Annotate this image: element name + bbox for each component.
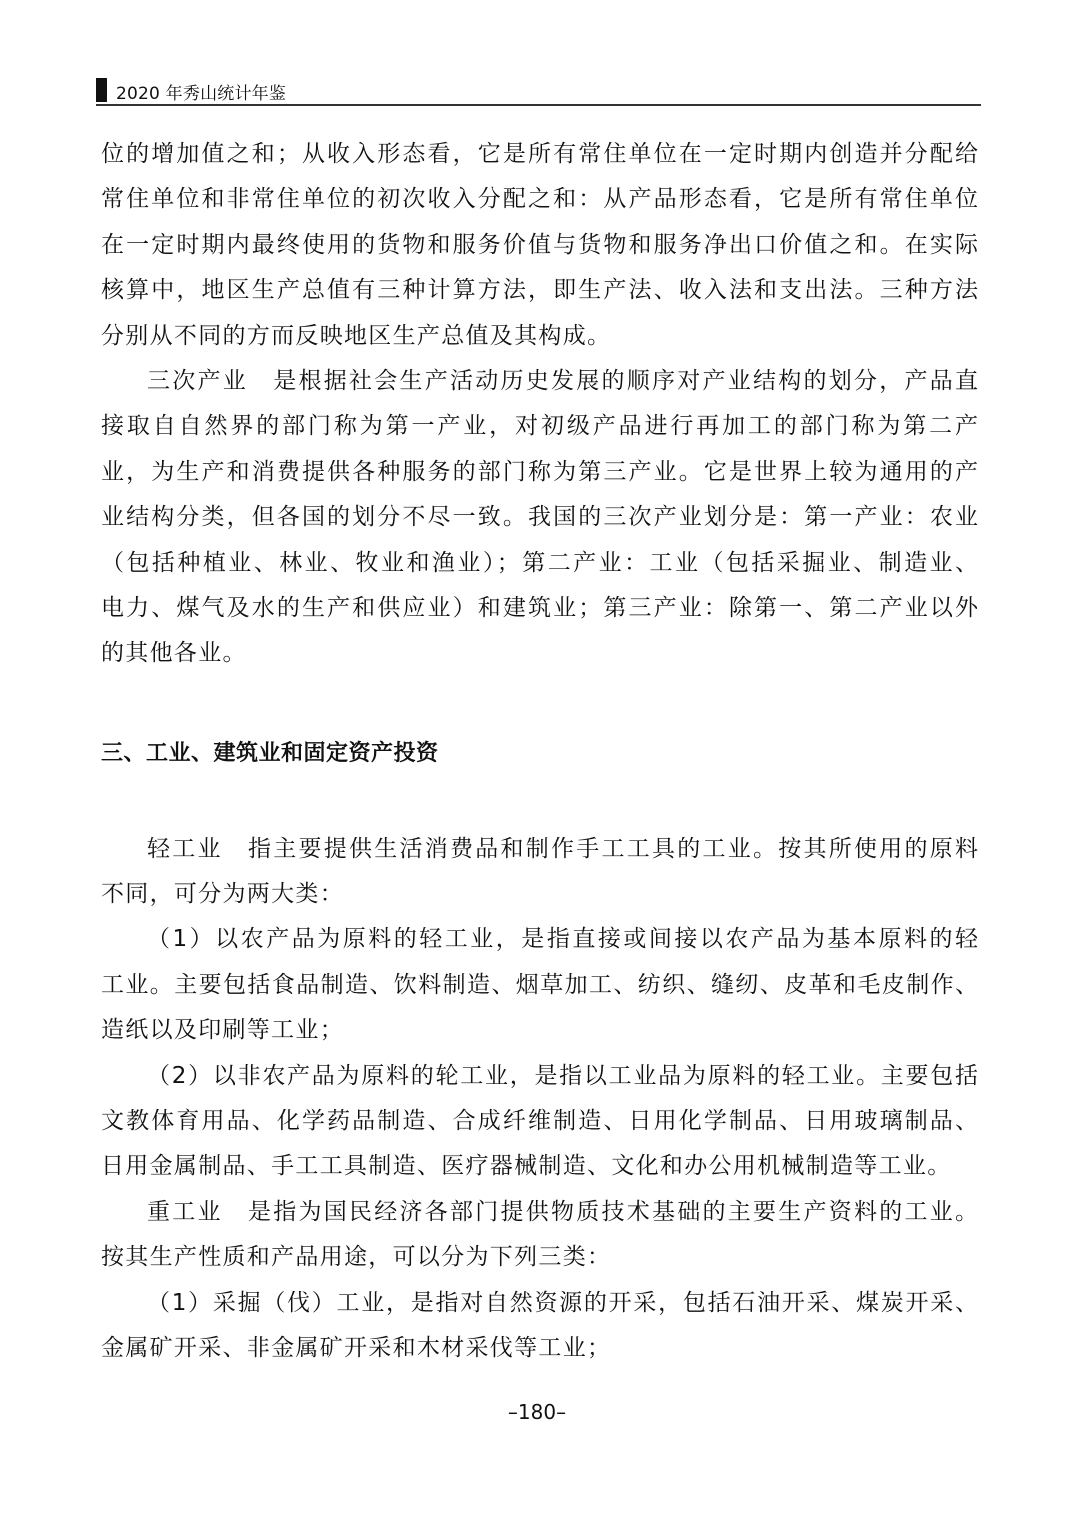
text-line: （1）采掘（伐）工业，是指对自然资源的开采，包括石油开采、煤炭开采、 xyxy=(147,1289,978,1316)
paragraphs-after xyxy=(101,827,978,1372)
text-line: 不同，可分为两大类： xyxy=(101,881,344,908)
section-heading: 三、工业、建筑业和固定资产投资 xyxy=(101,740,439,766)
text-line: 业结构分类，但各国的划分不尽一致。我国的三次产业划分是：第一产业：农业 xyxy=(101,504,978,531)
text-line: 位的增加值之和；从收入形态看，它是所有常住单位在一定时期内创造并分配给 xyxy=(101,141,978,167)
text-line: 接取自自然界的部门称为第一产业，对初级产品进行再加工的部门称为第二产 xyxy=(101,413,978,440)
text-line: 分别从不同的方而反映地区生产总值及其构成。 xyxy=(101,322,612,349)
text-line: 按其生产性质和产品用途，可以分为下列三类： xyxy=(101,1244,612,1271)
header-marker-bar xyxy=(96,78,107,102)
text-line: 核算中，地区生产总值有三种计算方法，即生产法、收入法和支出法。三种方法 xyxy=(101,277,978,304)
paragraphs-before xyxy=(101,132,978,677)
paragraph xyxy=(101,1190,978,1281)
text-line: 轻工业 指主要提供生活消费品和制作手工工具的工业。按其所使用的原料 xyxy=(147,835,978,862)
page-number: –180– xyxy=(507,1400,567,1424)
text-line: 常住单位和非常住单位的初次收入分配之和：从产品形态看，它是所有常住单位 xyxy=(101,186,978,213)
header-title: 2020 年秀山统计年鉴 xyxy=(116,84,287,104)
text-line: 的其他各业。 xyxy=(101,640,247,667)
text-line: 电力、煤气及水的生产和供应业）和建筑业；第三产业：除第一、第二产业以外 xyxy=(101,594,978,621)
text-line: 金属矿开采、非金属矿开采和木材采伐等工业； xyxy=(101,1334,612,1361)
text-line: 文教体育用品、化学药品制造、合成纤维制造、日用化学制品、日用玻璃制品、 xyxy=(101,1108,978,1135)
text-line: （包括种植业、林业、牧业和渔业）；第二产业：工业（包括采掘业、制造业、 xyxy=(101,549,978,576)
running-header xyxy=(96,76,981,106)
paragraph xyxy=(101,827,978,918)
text-line: （2）以非农产品为原料的轮工业，是指以工业品为原料的轻工业。主要包括 xyxy=(147,1062,978,1089)
text-line: （1）以农产品为原料的轻工业，是指直接或间接以农产品为基本原料的轻 xyxy=(147,926,978,953)
page-body xyxy=(101,132,978,1371)
paragraph xyxy=(101,917,978,1053)
text-line: 三次产业 是根据社会生产活动历史发展的顺序对产业结构的划分，产品直 xyxy=(147,367,978,394)
paragraph xyxy=(101,359,978,677)
paragraph xyxy=(101,1281,978,1372)
text-line: 业，为生产和消费提供各种服务的部门称为第三产业。它是世界上较为通用的产 xyxy=(101,458,978,485)
paragraph xyxy=(101,132,978,359)
text-line: 日用金属制品、手工工具制造、医疗器械制造、文化和办公用机械制造等工业。 xyxy=(101,1153,952,1180)
text-line: 重工业 是指为国民经济各部门提供物质技术基础的主要生产资料的工业。 xyxy=(147,1198,978,1225)
text-line: 造纸以及印刷等工业； xyxy=(101,1017,344,1044)
paragraph xyxy=(101,1054,978,1190)
text-line: 工业。主要包括食品制造、饮料制造、烟草加工、纺织、缝纫、皮革和毛皮制作、 xyxy=(101,971,978,998)
text-line: 在一定时期内最终使用的货物和服务价值与货物和服务净出口价值之和。在实际 xyxy=(101,231,978,258)
